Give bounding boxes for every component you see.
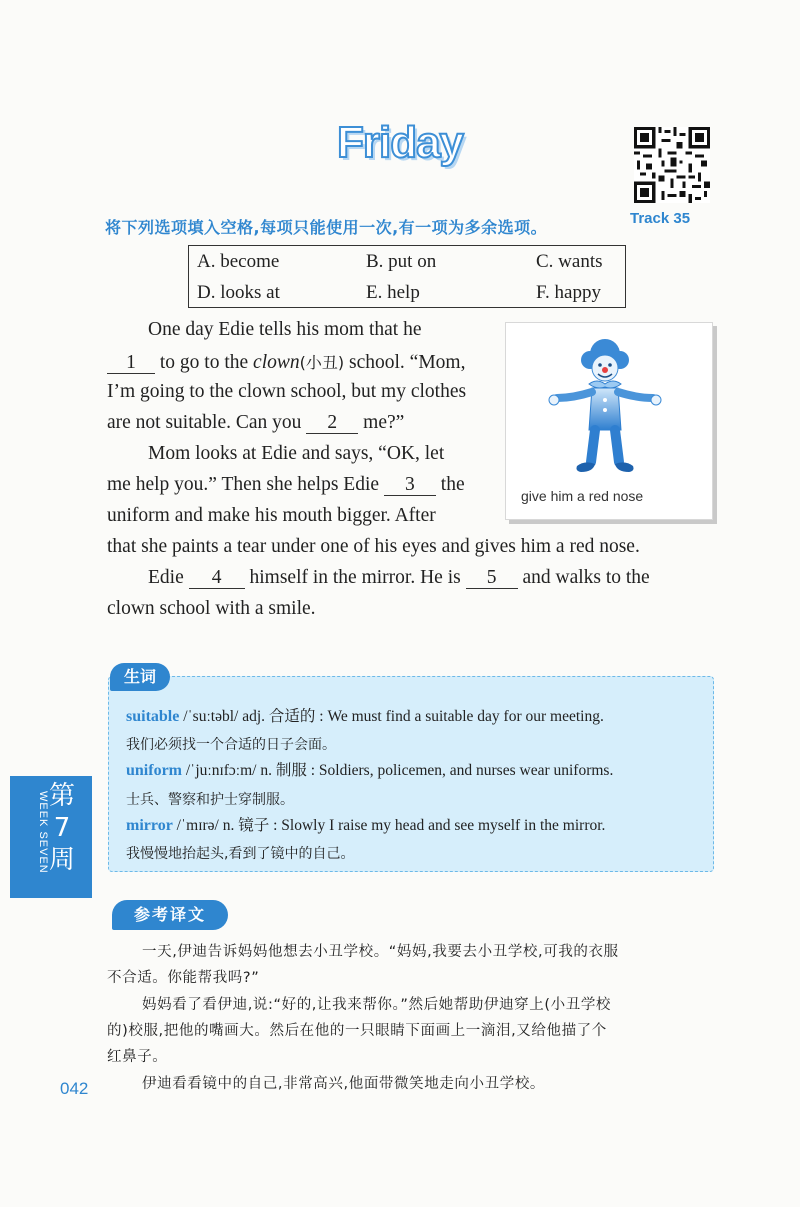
translation-line: 的)校服,把他的嘴画大。然后在他的一只眼睛下面画上一滴泪,又给他描了个 [107, 1023, 607, 1039]
blank-3[interactable]: 3 [384, 475, 436, 496]
vocab-definition: /ˈmɪrə/ n. 镜子 : Slowly I raise my head and see myself in the mirror. [176, 817, 606, 834]
picture-caption: give him a red nose [521, 488, 644, 504]
vocab-entry [126, 813, 605, 835]
vocab-translation: 我慢慢地抬起头,看到了镜中的自己。 [126, 846, 355, 862]
vocab-definition: /ˈsuːtəbl/ adj. 合适的 : We must find a suitable day for our meeting. [183, 708, 604, 725]
vocab-entry [126, 704, 604, 726]
week-char: 周 [48, 845, 75, 875]
page-number: 042 [60, 1079, 89, 1098]
translation-line: 妈妈看了看伊迪,说:“好的,让我来帮你。”然后她帮助伊迪穿上(小丑学校 [142, 997, 612, 1013]
passage-line [148, 567, 650, 589]
blank-4[interactable]: 4 [189, 568, 245, 589]
vocab-definition: /ˈjuːnɪfɔːm/ n. 制服 : Soldiers, policemen, and nurses wear uniforms. [185, 762, 614, 779]
option-e: E. help [366, 282, 420, 303]
passage-line: that she paints a tear under one of his eyes and gives him a red nose. [107, 536, 640, 557]
passage-line: uniform and make his mouth bigger. After [107, 505, 436, 526]
passage-line: One day Edie tells his mom that he [148, 319, 422, 340]
passage-text: the [440, 474, 465, 495]
option-c: C. wants [536, 251, 603, 272]
translation-tab: 参考译文 [112, 900, 228, 930]
passage-text: Edie [148, 567, 184, 588]
passage-line: clown school with a smile. [107, 598, 316, 619]
instruction-text: 将下列选项填入空格,每项只能使用一次,有一项为多余选项。 [105, 218, 548, 237]
passage-text: school. “Mom, [349, 352, 466, 373]
translation-line: 一天,伊迪告诉妈妈他想去小丑学校。“妈妈,我要去小丑学校,可我的衣服 [142, 944, 619, 960]
option-d: D. looks at [197, 282, 280, 303]
options-box [188, 245, 626, 308]
option-f: F. happy [536, 282, 601, 303]
option-a: A. become [197, 251, 280, 272]
passage-text: me?” [363, 412, 405, 433]
page-title: Friday [336, 118, 464, 167]
blank-1[interactable]: 1 [107, 353, 155, 374]
passage-text: and walks to the [522, 567, 650, 588]
passage-line [107, 412, 404, 434]
qr-code-icon[interactable] [634, 127, 710, 203]
blank-2[interactable]: 2 [306, 413, 358, 434]
week-label-en: WEEK SEVEN [37, 791, 49, 874]
vocab-word: uniform [126, 762, 182, 779]
option-b: B. put on [366, 251, 437, 272]
vocabulary-tab: 生词 [110, 663, 170, 691]
translation-line: 不合适。你能帮我吗?” [107, 970, 260, 986]
vocab-translation: 士兵、警察和护士穿制服。 [126, 792, 294, 808]
translation-line: 红鼻子。 [107, 1049, 168, 1065]
passage-text: to go to the [159, 352, 249, 373]
vocab-word: mirror [126, 817, 173, 834]
vocab-word: suitable [126, 708, 180, 725]
week-char: 第 [48, 781, 75, 811]
track-label: Track 35 [630, 210, 691, 227]
blank-5[interactable]: 5 [466, 568, 518, 589]
vocab-entry [126, 758, 613, 780]
passage-line: Mom looks at Edie and says, “OK, let [148, 443, 445, 464]
week-number: 7 [53, 813, 71, 843]
passage-line [107, 350, 465, 374]
passage-text: himself in the mirror. He is [249, 567, 461, 588]
passage-line: I’m going to the clown school, but my clothes [107, 381, 467, 402]
translation-line: 伊迪看看镜中的自己,非常高兴,他面带微笑地走向小丑学校。 [142, 1076, 546, 1092]
passage-line [107, 474, 465, 496]
passage-cjk-gloss: (小丑) [299, 353, 345, 372]
passage-text: me help you.” Then she helps Edie [107, 474, 380, 495]
passage-italic-word: clown [253, 352, 300, 373]
clown-illustration-icon [545, 338, 665, 480]
vocab-translation: 我们必须找一个合适的日子会面。 [126, 737, 336, 753]
passage-text: are not suitable. Can you [107, 412, 302, 433]
